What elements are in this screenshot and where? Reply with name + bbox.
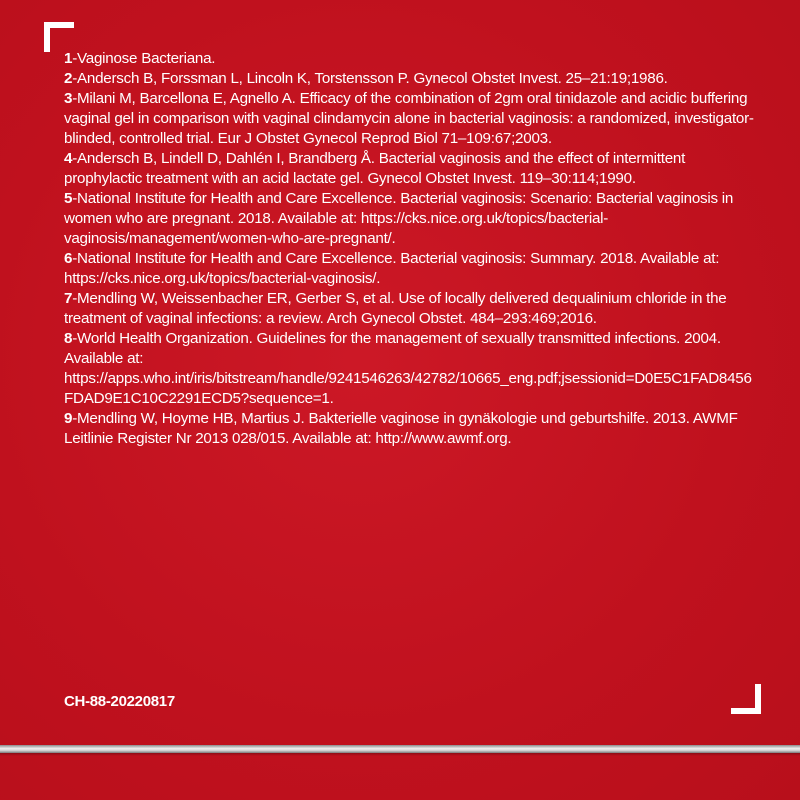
reference-separator: - [72, 290, 78, 307]
reference-item [64, 189, 754, 249]
metallic-band-shadow [0, 753, 800, 756]
reference-item [64, 69, 754, 89]
metallic-band [0, 745, 800, 753]
reference-text: Andersch B, Lindell D, Dahlén I, Brandberg Å. Bacterial vaginosis and the effect of intermittent prophylactic treatment with an acid lactate gel. Gynecol Obstet Invest. 119–30:114;1990. [64, 150, 686, 187]
reference-number: 9 [64, 410, 73, 427]
reference-item [64, 149, 754, 189]
reference-item [64, 49, 754, 69]
reference-number: 1 [64, 50, 73, 67]
reference-separator: - [72, 70, 78, 87]
reference-number: 4 [64, 150, 73, 167]
reference-separator: - [72, 50, 78, 67]
reference-text: Mendling W, Hoyme HB, Martius J. Bakterielle vaginose in gynäkologie und geburtshilfe. 2013. AWMF Leitlinie Register Nr 2013 028/015. Available at: http://www.awmf.org. [64, 410, 738, 447]
reference-separator: - [72, 90, 78, 107]
reference-number: 6 [64, 250, 73, 267]
reference-separator: - [72, 150, 78, 167]
reference-number: 5 [64, 190, 73, 207]
reference-item [64, 409, 754, 449]
reference-text: Milani M, Barcellona E, Agnello A. Efficacy of the combination of 2gm oral tinidazole and acidic buffering vaginal gel in comparison with vaginal clindamycin alone in bacterial vaginosis: a randomized, investigator-blinded, controlled trial. Eur J Obstet Gynecol Reprod Biol 71–109:67;2003. [64, 90, 754, 147]
corner-bracket-top-left [44, 22, 74, 52]
reference-item [64, 89, 754, 149]
reference-separator: - [72, 190, 78, 207]
reference-separator: - [72, 250, 78, 267]
reference-text: Mendling W, Weissenbacher ER, Gerber S, et al. Use of locally delivered dequalinium chloride in the treatment of vaginal infections: a review. Arch Gynecol Obstet. 484–293:469;2016. [64, 290, 727, 327]
reference-number: 8 [64, 330, 73, 347]
reference-item [64, 249, 754, 289]
reference-number: 2 [64, 70, 73, 87]
document-code: CH-88-20220817 [64, 693, 175, 710]
reference-separator: - [72, 410, 78, 427]
corner-bracket-bottom-right [731, 684, 761, 714]
reference-text: World Health Organization. Guidelines for the management of sexually transmitted infections. 2004. Available at: https://apps.who.int/iris/bitstream/handle/9241546263/42782/10665_eng.pdf;jsessionid=D0E5C1FAD8456FDAD9E1C10C2291ECD5?sequence=1. [64, 330, 752, 407]
reference-list [64, 49, 754, 449]
reference-item [64, 329, 754, 409]
reference-text: National Institute for Health and Care Excellence. Bacterial vaginosis: Summary. 2018. Available at: https://cks.nice.org.uk/topics/bacterial-vaginosis/. [64, 250, 720, 287]
reference-number: 7 [64, 290, 73, 307]
reference-text: National Institute for Health and Care Excellence. Bacterial vaginosis: Scenario: Bacterial vaginosis in women who are pregnant. 2018. Available at: https://cks.nice.org.uk/topics/bacterial-vaginosis/management/women-who-are-pregnant/. [64, 190, 734, 247]
reference-text: Andersch B, Forssman L, Lincoln K, Torstensson P. Gynecol Obstet Invest. 25–21:19;1986. [77, 70, 668, 87]
reference-item [64, 289, 754, 329]
reference-text: Vaginose Bacteriana. [77, 50, 216, 67]
reference-separator: - [72, 330, 78, 347]
reference-number: 3 [64, 90, 73, 107]
